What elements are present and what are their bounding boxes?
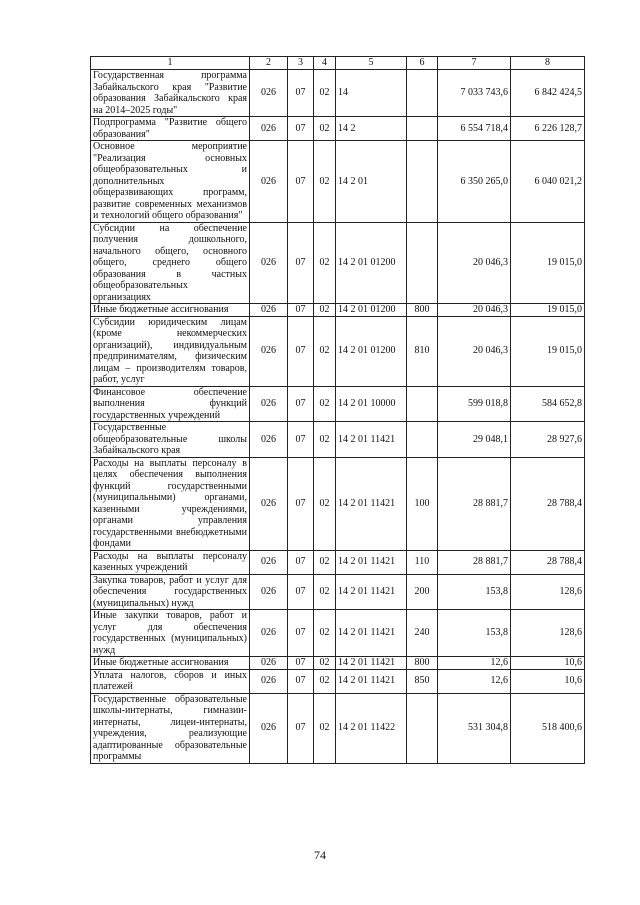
cell-amount-year-2: 19 015,0 — [511, 304, 585, 317]
cell-ministry-code: 026 — [250, 222, 288, 304]
cell-amount-year-1: 6 350 265,0 — [438, 141, 511, 223]
column-header: 4 — [314, 57, 336, 70]
row-name: Закупка товаров, работ и услуг для обеспечения государственных (муниципальных) нужд — [91, 574, 250, 610]
cell-expense-type: 800 — [407, 657, 438, 670]
cell-amount-year-2: 128,6 — [511, 610, 585, 657]
cell-ministry-code: 026 — [250, 304, 288, 317]
cell-section: 07 — [288, 422, 314, 458]
cell-subsection: 02 — [314, 657, 336, 670]
cell-section: 07 — [288, 610, 314, 657]
cell-expense-type — [407, 222, 438, 304]
cell-amount-year-2: 19 015,0 — [511, 222, 585, 304]
cell-section: 07 — [288, 316, 314, 386]
cell-section: 07 — [288, 70, 314, 117]
cell-expense-type: 200 — [407, 574, 438, 610]
cell-ministry-code: 026 — [250, 316, 288, 386]
cell-ministry-code: 026 — [250, 550, 288, 574]
cell-target-article: 14 2 01 11421 — [336, 550, 407, 574]
table-row — [91, 610, 585, 657]
row-name: Подпрограмма "Развитие общего образования" — [91, 117, 250, 141]
table-row — [91, 422, 585, 458]
budget-table — [90, 56, 585, 764]
cell-amount-year-1: 599 018,8 — [438, 386, 511, 422]
cell-amount-year-1: 531 304,8 — [438, 693, 511, 763]
cell-subsection: 02 — [314, 669, 336, 693]
row-name: Иные бюджетные ассигнования — [91, 304, 250, 317]
cell-section: 07 — [288, 457, 314, 550]
table-row — [91, 669, 585, 693]
cell-expense-type — [407, 70, 438, 117]
cell-amount-year-2: 6 226 128,7 — [511, 117, 585, 141]
cell-amount-year-2: 10,6 — [511, 657, 585, 670]
table-row — [91, 386, 585, 422]
cell-amount-year-1: 28 881,7 — [438, 457, 511, 550]
cell-amount-year-2: 6 842 424,5 — [511, 70, 585, 117]
cell-amount-year-1: 20 046,3 — [438, 304, 511, 317]
cell-amount-year-1: 153,8 — [438, 610, 511, 657]
cell-amount-year-2: 518 400,6 — [511, 693, 585, 763]
cell-amount-year-1: 7 033 743,6 — [438, 70, 511, 117]
column-header: 3 — [288, 57, 314, 70]
cell-expense-type: 800 — [407, 304, 438, 317]
cell-subsection: 02 — [314, 610, 336, 657]
cell-section: 07 — [288, 141, 314, 223]
cell-amount-year-1: 29 048,1 — [438, 422, 511, 458]
cell-target-article: 14 2 01 11421 — [336, 610, 407, 657]
table-row — [91, 141, 585, 223]
cell-amount-year-2: 19 015,0 — [511, 316, 585, 386]
cell-subsection: 02 — [314, 316, 336, 386]
row-name: Уплата налогов, сборов и иных платежей — [91, 669, 250, 693]
cell-amount-year-2: 584 652,8 — [511, 386, 585, 422]
cell-subsection: 02 — [314, 222, 336, 304]
page-number: 74 — [314, 848, 326, 862]
cell-expense-type: 110 — [407, 550, 438, 574]
table-row — [91, 304, 585, 317]
cell-ministry-code: 026 — [250, 657, 288, 670]
cell-ministry-code: 026 — [250, 610, 288, 657]
cell-target-article: 14 2 01 11421 — [336, 669, 407, 693]
cell-amount-year-1: 20 046,3 — [438, 316, 511, 386]
cell-amount-year-1: 20 046,3 — [438, 222, 511, 304]
cell-target-article: 14 2 01 11422 — [336, 693, 407, 763]
cell-section: 07 — [288, 574, 314, 610]
column-header: 7 — [438, 57, 511, 70]
table-row — [91, 117, 585, 141]
cell-subsection: 02 — [314, 70, 336, 117]
cell-expense-type — [407, 422, 438, 458]
cell-expense-type: 810 — [407, 316, 438, 386]
table-row — [91, 550, 585, 574]
cell-section: 07 — [288, 222, 314, 304]
row-name: Государственные образовательные школы-интернаты, гимназии-интернаты, лицеи-интернаты, учреждения, реализующие адаптированные образовательные программы — [91, 693, 250, 763]
cell-expense-type: 850 — [407, 669, 438, 693]
cell-section: 07 — [288, 657, 314, 670]
table-header-row — [91, 57, 585, 70]
cell-section: 07 — [288, 669, 314, 693]
cell-subsection: 02 — [314, 457, 336, 550]
cell-target-article: 14 2 — [336, 117, 407, 141]
cell-amount-year-2: 28 788,4 — [511, 457, 585, 550]
row-name: Расходы на выплаты персоналу в целях обеспечения выполнения функций государственными (муниципальными) органами, казенными учреждениями, органами управления государственными внебюджетными фондами — [91, 457, 250, 550]
row-name: Субсидии на обеспечение получения дошкольного, начального общего, основного общего, среднего общего образования в частных общеобразовательных организациях — [91, 222, 250, 304]
cell-ministry-code: 026 — [250, 117, 288, 141]
cell-target-article: 14 2 01 01200 — [336, 316, 407, 386]
row-name: Государственная программа Забайкальского края "Развитие образования Забайкальского края на 2014–2025 годы" — [91, 70, 250, 117]
cell-expense-type: 100 — [407, 457, 438, 550]
column-header: 8 — [511, 57, 585, 70]
row-name: Расходы на выплаты персоналу казенных учреждений — [91, 550, 250, 574]
cell-section: 07 — [288, 550, 314, 574]
cell-target-article: 14 2 01 10000 — [336, 386, 407, 422]
cell-subsection: 02 — [314, 386, 336, 422]
cell-ministry-code: 026 — [250, 693, 288, 763]
cell-ministry-code: 026 — [250, 70, 288, 117]
cell-target-article: 14 2 01 01200 — [336, 304, 407, 317]
table-row — [91, 316, 585, 386]
column-header: 6 — [407, 57, 438, 70]
cell-target-article: 14 2 01 — [336, 141, 407, 223]
cell-subsection: 02 — [314, 304, 336, 317]
cell-expense-type — [407, 386, 438, 422]
row-name: Финансовое обеспечение выполнения функций государственных учреждений — [91, 386, 250, 422]
cell-target-article: 14 2 01 11421 — [336, 457, 407, 550]
cell-target-article: 14 2 01 11421 — [336, 657, 407, 670]
row-name: Иные бюджетные ассигнования — [91, 657, 250, 670]
cell-target-article: 14 — [336, 70, 407, 117]
row-name: Субсидии юридическим лицам (кроме некоммерческих организаций), индивидуальным предпринимателям, физическим лицам – производителям товаров, работ, услуг — [91, 316, 250, 386]
cell-ministry-code: 026 — [250, 457, 288, 550]
cell-amount-year-1: 12,6 — [438, 669, 511, 693]
cell-amount-year-2: 28 927,6 — [511, 422, 585, 458]
cell-amount-year-1: 12,6 — [438, 657, 511, 670]
cell-subsection: 02 — [314, 693, 336, 763]
cell-amount-year-2: 6 040 021,2 — [511, 141, 585, 223]
cell-amount-year-1: 28 881,7 — [438, 550, 511, 574]
cell-amount-year-1: 153,8 — [438, 574, 511, 610]
table-row — [91, 657, 585, 670]
cell-expense-type: 240 — [407, 610, 438, 657]
cell-section: 07 — [288, 386, 314, 422]
cell-subsection: 02 — [314, 550, 336, 574]
cell-ministry-code: 026 — [250, 141, 288, 223]
table-row — [91, 70, 585, 117]
table-row — [91, 457, 585, 550]
row-name: Иные закупки товаров, работ и услуг для обеспечения государственных (муниципальных) нужд — [91, 610, 250, 657]
cell-section: 07 — [288, 304, 314, 317]
cell-ministry-code: 026 — [250, 574, 288, 610]
cell-subsection: 02 — [314, 422, 336, 458]
column-header: 2 — [250, 57, 288, 70]
cell-ministry-code: 026 — [250, 422, 288, 458]
table-row — [91, 222, 585, 304]
cell-amount-year-1: 6 554 718,4 — [438, 117, 511, 141]
cell-section: 07 — [288, 693, 314, 763]
cell-amount-year-2: 10,6 — [511, 669, 585, 693]
cell-target-article: 14 2 01 11421 — [336, 422, 407, 458]
cell-amount-year-2: 28 788,4 — [511, 550, 585, 574]
cell-expense-type — [407, 693, 438, 763]
cell-subsection: 02 — [314, 574, 336, 610]
column-header: 1 — [91, 57, 250, 70]
cell-target-article: 14 2 01 11421 — [336, 574, 407, 610]
table-row — [91, 574, 585, 610]
row-name: Основное мероприятие "Реализация основных общеобразовательных и дополнительных общеразвивающих программ, развитие современных механизмов и технологий общего образования" — [91, 141, 250, 223]
column-header: 5 — [336, 57, 407, 70]
cell-subsection: 02 — [314, 117, 336, 141]
cell-section: 07 — [288, 117, 314, 141]
cell-amount-year-2: 128,6 — [511, 574, 585, 610]
row-name: Государственные общеобразовательные школы Забайкальского края — [91, 422, 250, 458]
cell-ministry-code: 026 — [250, 669, 288, 693]
cell-subsection: 02 — [314, 141, 336, 223]
cell-expense-type — [407, 117, 438, 141]
cell-expense-type — [407, 141, 438, 223]
cell-ministry-code: 026 — [250, 386, 288, 422]
cell-target-article: 14 2 01 01200 — [336, 222, 407, 304]
table-row — [91, 693, 585, 763]
